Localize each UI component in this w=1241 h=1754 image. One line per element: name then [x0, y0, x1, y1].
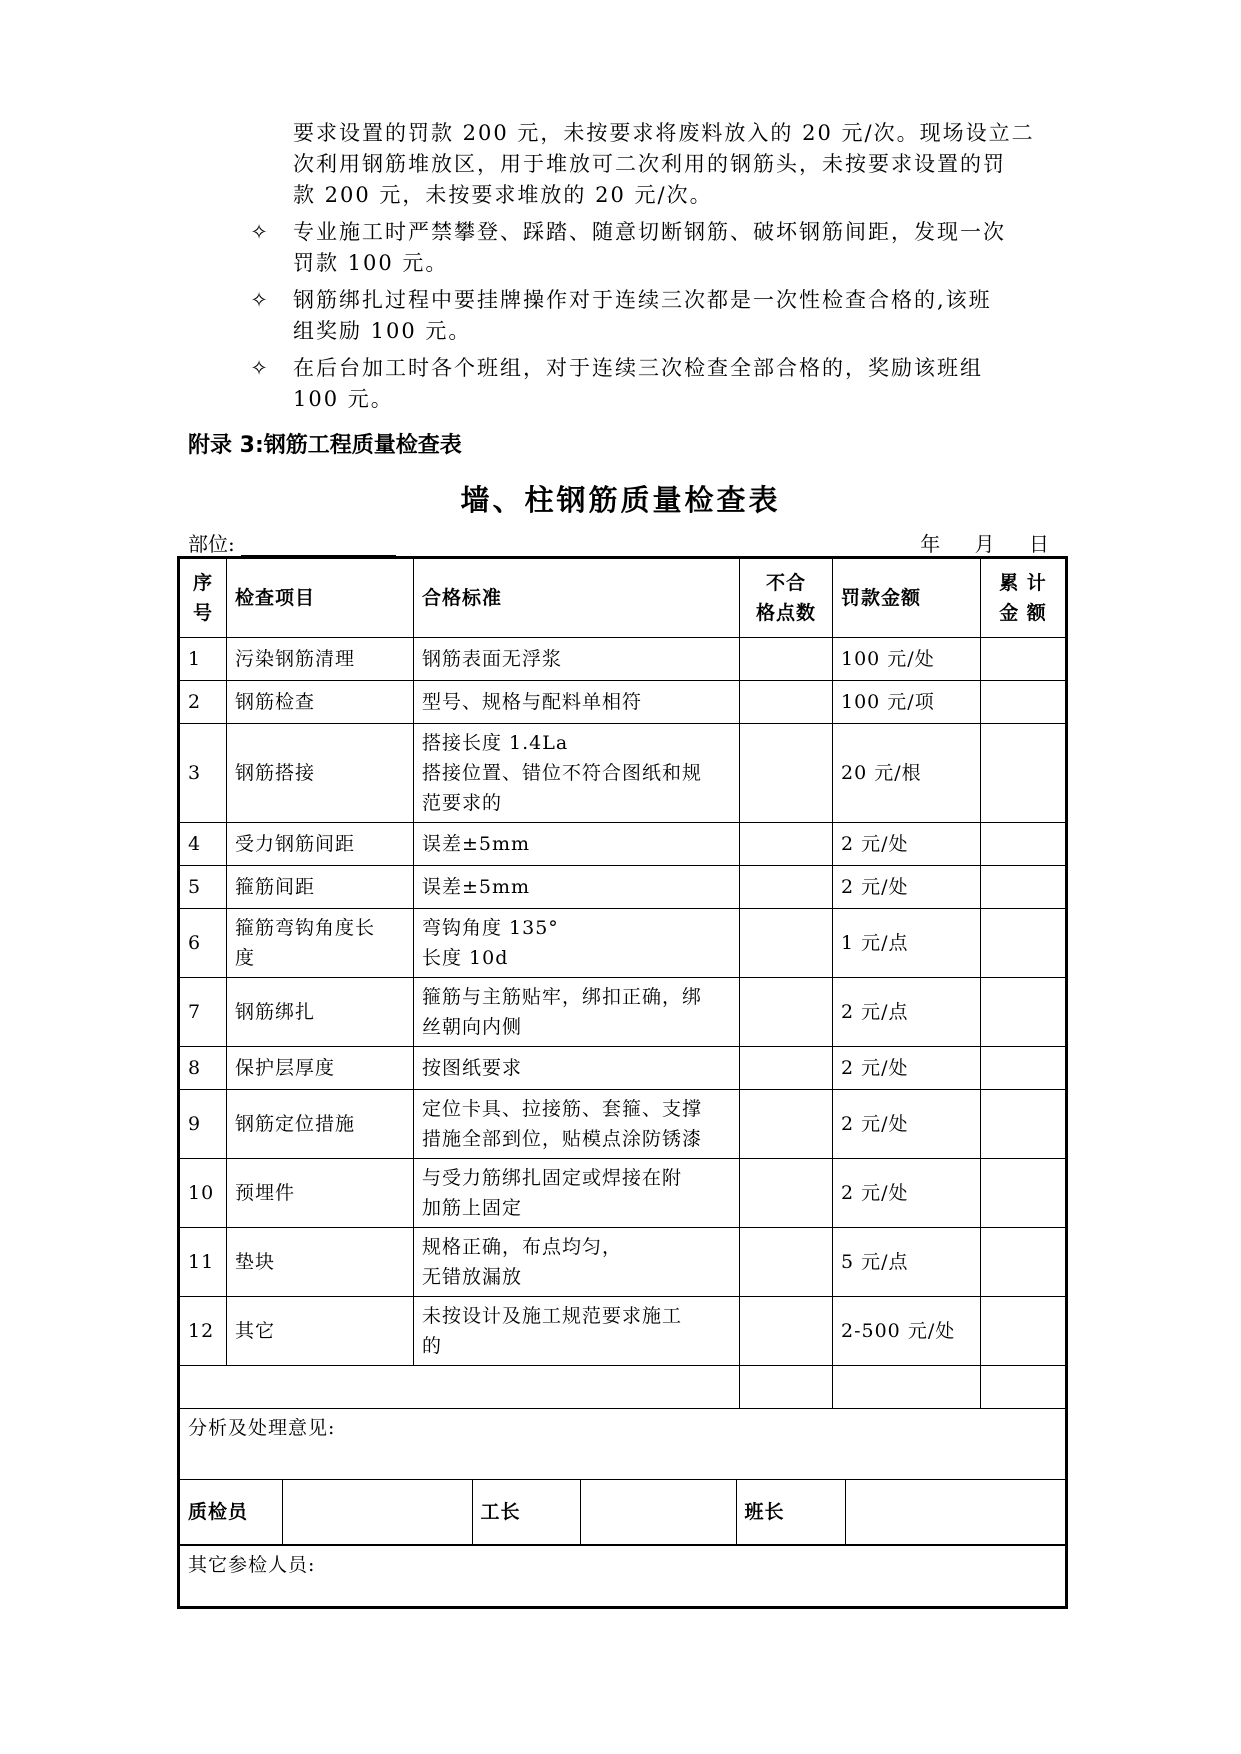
row-fine: 5 元/点 — [833, 1228, 981, 1297]
row-fail-points-cell[interactable] — [740, 1228, 833, 1297]
team-leader-label: 班长 — [736, 1480, 845, 1545]
row-item: 受力钢筋间距 — [227, 823, 414, 866]
row-total-cell[interactable] — [981, 724, 1067, 823]
row-fine: 100 元/项 — [833, 681, 981, 724]
row-fail-points-cell[interactable] — [740, 1159, 833, 1228]
bullet-line: 钢筋绑扎过程中要挂牌操作对于连续三次都是一次性检查合格的,该班 — [293, 288, 992, 312]
row-total-cell[interactable] — [981, 638, 1067, 681]
row-item: 钢筋检查 — [227, 681, 414, 724]
row-total-cell[interactable] — [981, 823, 1067, 866]
bullet-symbol-icon: ✧ — [250, 356, 270, 380]
row-fail-points-cell[interactable] — [740, 978, 833, 1047]
row-standard: 未按设计及施工规范要求施工 的 — [414, 1297, 740, 1366]
bullet-line: 专业施工时严禁攀登、踩踏、随意切断钢筋、破坏钢筋间距，发现一次 — [293, 220, 1006, 244]
row-fail-points-cell[interactable] — [740, 1297, 833, 1366]
row-total-cell[interactable] — [981, 909, 1067, 978]
analysis-label[interactable]: 分析及处理意见: — [179, 1409, 1067, 1480]
row-fail-points-cell[interactable] — [740, 1047, 833, 1090]
table-row — [179, 1090, 1067, 1159]
bullet-symbol-icon: ✧ — [250, 288, 270, 312]
others-row — [179, 1546, 1067, 1608]
form-title: 墙、柱钢筋质量检查表 — [460, 483, 781, 517]
row-fine: 2 元/处 — [833, 1159, 981, 1228]
table-row — [179, 823, 1067, 866]
blank-cell[interactable] — [179, 1366, 740, 1409]
rule-bullet — [245, 353, 1045, 415]
table-row — [179, 1047, 1067, 1090]
header-item: 检查项目 — [227, 558, 414, 638]
table-row — [179, 909, 1067, 978]
row-seq: 12 — [179, 1297, 227, 1366]
row-item: 箍筋间距 — [227, 866, 414, 909]
header-fine: 罚款金额 — [833, 558, 981, 638]
row-seq: 8 — [179, 1047, 227, 1090]
row-seq: 5 — [179, 866, 227, 909]
row-standard: 箍筋与主筋贴牢，绑扣正确，绑 丝朝向内侧 — [414, 978, 740, 1047]
table-row — [179, 638, 1067, 681]
row-fine: 2 元/处 — [833, 823, 981, 866]
row-fine: 2 元/点 — [833, 978, 981, 1047]
table-row — [179, 724, 1067, 823]
row-fine: 2 元/处 — [833, 1047, 981, 1090]
row-seq: 1 — [179, 638, 227, 681]
bullet-line: 在后台加工时各个班组，对于连续三次检查全部合格的，奖励该班组 — [293, 356, 983, 380]
row-item: 箍筋弯钩角度长 度 — [227, 909, 414, 978]
row-fail-points-cell[interactable] — [740, 638, 833, 681]
others-label[interactable]: 其它参检人员: — [179, 1546, 1067, 1608]
bullet-line: 组奖励 100 元。 — [293, 319, 472, 343]
row-fine: 20 元/根 — [833, 724, 981, 823]
appendix-heading: 附录 3:钢筋工程质量检查表 — [188, 433, 462, 458]
bullet-symbol-icon: ✧ — [250, 220, 270, 244]
row-total-cell[interactable] — [981, 1297, 1067, 1366]
header-row — [179, 558, 1067, 638]
row-seq: 4 — [179, 823, 227, 866]
foreman-signature-cell[interactable] — [580, 1480, 736, 1545]
row-seq: 6 — [179, 909, 227, 978]
signature-table — [180, 1480, 1068, 1545]
row-fail-points-cell[interactable] — [740, 681, 833, 724]
row-total-cell[interactable] — [981, 978, 1067, 1047]
signature-row — [180, 1480, 1068, 1545]
month-label: 月 — [974, 532, 997, 556]
row-standard: 误差±5mm — [414, 823, 740, 866]
row-seq: 3 — [179, 724, 227, 823]
table-row — [179, 681, 1067, 724]
rule-bullet — [245, 217, 1045, 279]
row-fine: 2 元/处 — [833, 1090, 981, 1159]
row-fine: 1 元/点 — [833, 909, 981, 978]
blank-row — [179, 1366, 1067, 1409]
row-standard: 型号、规格与配料单相符 — [414, 681, 740, 724]
row-item: 钢筋搭接 — [227, 724, 414, 823]
day-label: 日 — [1029, 532, 1051, 556]
row-seq: 2 — [179, 681, 227, 724]
intro-text — [245, 118, 1045, 415]
row-fail-points-cell[interactable] — [740, 823, 833, 866]
analysis-row — [179, 1409, 1067, 1480]
table-row — [179, 1159, 1067, 1228]
row-item: 垫块 — [227, 1228, 414, 1297]
row-fail-points-cell[interactable] — [740, 1090, 833, 1159]
header-standard: 合格标准 — [414, 558, 740, 638]
signature-wrapper-cell — [179, 1480, 1067, 1546]
row-item: 钢筋绑扎 — [227, 978, 414, 1047]
row-standard: 钢筋表面无浮浆 — [414, 638, 740, 681]
intro-line: 款 200 元，未按要求堆放的 20 元/次。 — [293, 183, 713, 207]
table-row — [179, 978, 1067, 1047]
blank-cell[interactable] — [833, 1366, 981, 1409]
row-item: 其它 — [227, 1297, 414, 1366]
signature-row-wrapper — [179, 1480, 1067, 1546]
location-label: 部位: — [188, 532, 235, 556]
row-standard: 搭接长度 1.4La 搭接位置、错位不符合图纸和规 范要求的 — [414, 724, 740, 823]
row-total-cell[interactable] — [981, 681, 1067, 724]
row-seq: 9 — [179, 1090, 227, 1159]
row-total-cell[interactable] — [981, 866, 1067, 909]
location-blank[interactable] — [241, 535, 396, 557]
row-total-cell[interactable] — [981, 1228, 1067, 1297]
foreman-label: 工长 — [472, 1480, 580, 1545]
bullet-line: 100 元。 — [293, 387, 394, 411]
inspection-table — [177, 556, 1068, 1609]
inspector-signature-cell[interactable] — [282, 1480, 472, 1545]
bullet-line: 罚款 100 元。 — [293, 251, 449, 275]
row-standard: 规格正确，布点均匀， 无错放漏放 — [414, 1228, 740, 1297]
row-fine: 2-500 元/处 — [833, 1297, 981, 1366]
row-standard: 误差±5mm — [414, 866, 740, 909]
row-total-cell[interactable] — [981, 1090, 1067, 1159]
intro-line: 次利用钢筋堆放区，用于堆放可二次利用的钢筋头，未按要求设置的罚 — [293, 152, 1006, 176]
row-total-cell[interactable] — [981, 1047, 1067, 1090]
header-total: 累 计 金 额 — [981, 558, 1067, 638]
date-field — [896, 528, 1051, 557]
row-fail-points-cell[interactable] — [740, 724, 833, 823]
row-fail-points-cell[interactable] — [740, 909, 833, 978]
row-item: 预埋件 — [227, 1159, 414, 1228]
row-seq: 10 — [179, 1159, 227, 1228]
row-seq: 7 — [179, 978, 227, 1047]
row-item: 钢筋定位措施 — [227, 1090, 414, 1159]
row-fine: 100 元/处 — [833, 638, 981, 681]
inspector-label: 质检员 — [180, 1480, 282, 1545]
rule-bullet — [245, 285, 1045, 347]
header-fail-points: 不合 格点数 — [740, 558, 833, 638]
row-item: 保护层厚度 — [227, 1047, 414, 1090]
row-standard: 按图纸要求 — [414, 1047, 740, 1090]
row-standard: 与受力筋绑扎固定或焊接在附 加筋上固定 — [414, 1159, 740, 1228]
table-row — [179, 1228, 1067, 1297]
table-row — [179, 866, 1067, 909]
row-standard: 弯钩角度 135° 长度 10d — [414, 909, 740, 978]
row-fail-points-cell[interactable] — [740, 866, 833, 909]
blank-cell[interactable] — [981, 1366, 1067, 1409]
team-leader-signature-cell[interactable] — [845, 1480, 1068, 1545]
row-item: 污染钢筋清理 — [227, 638, 414, 681]
table-row — [179, 1297, 1067, 1366]
row-standard: 定位卡具、拉接筋、套箍、支撑 措施全部到位，贴模点涂防锈漆 — [414, 1090, 740, 1159]
row-seq: 11 — [179, 1228, 227, 1297]
intro-line: 要求设置的罚款 200 元，未按要求将废料放入的 20 元/次。现场设立二 — [293, 121, 1035, 145]
header-seq: 序 号 — [179, 558, 227, 638]
row-total-cell[interactable] — [981, 1159, 1067, 1228]
year-label: 年 — [920, 532, 943, 556]
blank-cell[interactable] — [740, 1366, 833, 1409]
location-field — [188, 528, 396, 557]
row-fine: 2 元/处 — [833, 866, 981, 909]
